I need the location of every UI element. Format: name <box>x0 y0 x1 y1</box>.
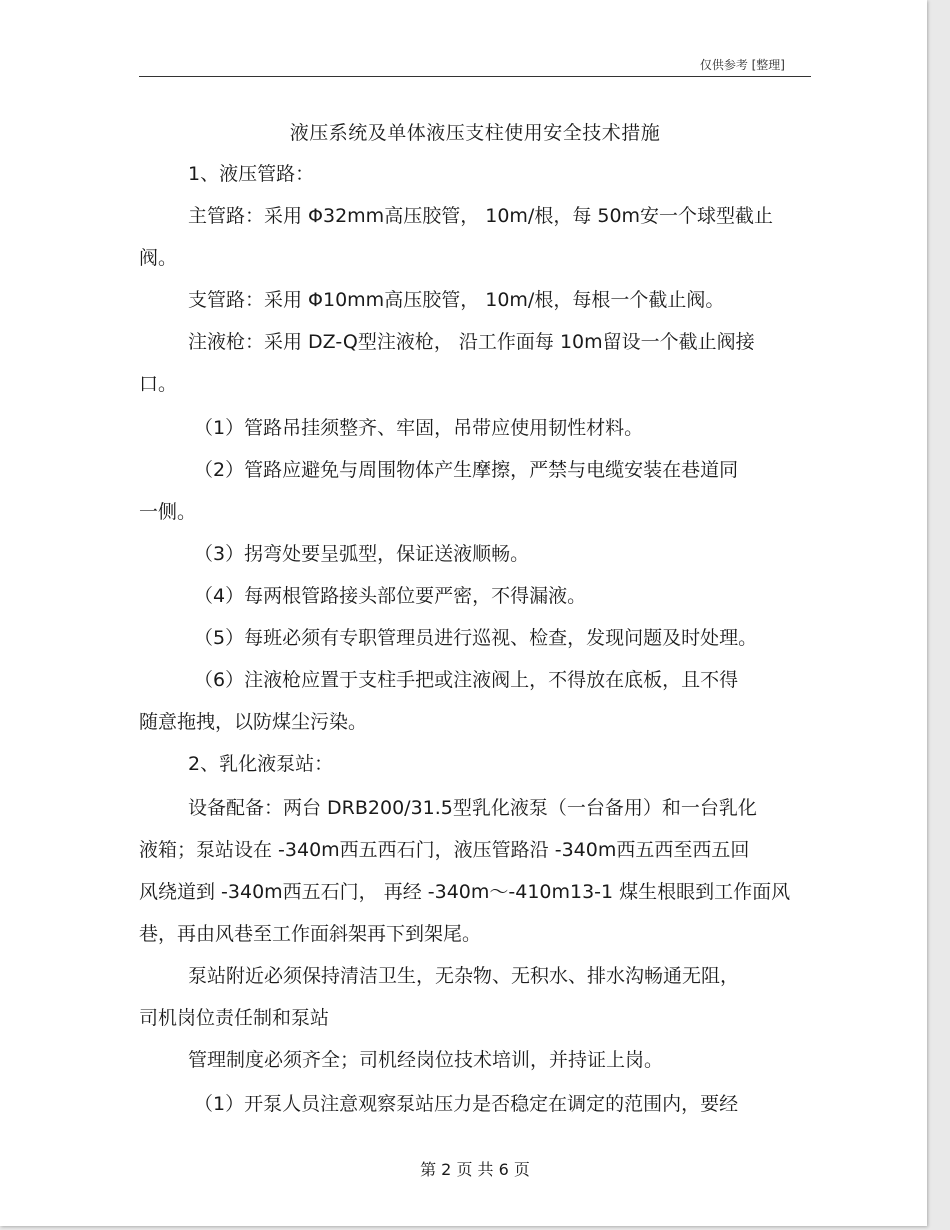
section-heading: 2、乳化液泵站： <box>188 753 334 775</box>
list-item: （2）管路应避免与周围物体产生摩擦，严禁与电缆安装在巷道同 <box>194 459 739 481</box>
list-item: （5）每班必须有专职管理员进行巡视、检查，发现问题及时处理。 <box>194 627 758 649</box>
paragraph-line: 随意拖拽，以防煤尘污染。 <box>139 711 368 733</box>
paragraph-line: 泵站附近必须保持清洁卫生，无杂物、无积水、排水沟畅通无阻， <box>188 965 740 987</box>
paragraph-line: 风绕道到 -340m西五石门， 再经 -340m～-410m13-1 煤生根眼到工作面风 <box>139 881 791 903</box>
list-item: （3）拐弯处要呈弧型，保证送液顺畅。 <box>194 543 530 565</box>
paragraph-line: 注液枪：采用 DZ-Q型注液枪， 沿工作面每 10m留设一个截止阀接 <box>188 331 755 353</box>
list-item: （1）管路吊挂须整齐、牢固，吊带应使用韧性材料。 <box>194 417 644 439</box>
section-heading: 1、液压管路： <box>188 163 315 185</box>
list-item: （4）每两根管路接头部位要严密，不得漏液。 <box>194 585 587 607</box>
header-rule <box>139 76 811 77</box>
paragraph-line: 管理制度必须齐全；司机经岗位技术培训，并持证上岗。 <box>188 1049 664 1071</box>
page-number: 第 2 页 共 6 页 <box>420 1160 530 1179</box>
paragraph-line: 一侧。 <box>139 501 197 523</box>
paragraph-line: 液箱；泵站设在 -340m西五西石门，液压管路沿 -340m西五西至西五回 <box>139 839 750 861</box>
header-note: 仅供参考 [整理] <box>699 58 785 72</box>
paragraph-line: 主管路：采用 Φ32mm高压胶管， 10m/根，每 50m安一个球型截止 <box>188 205 774 227</box>
paragraph-line: 支管路：采用 Φ10mm高压胶管， 10m/根，每根一个截止阀。 <box>188 289 725 311</box>
document-title: 液压系统及单体液压支柱使用安全技术措施 <box>289 122 661 144</box>
paragraph-line: 阀。 <box>139 247 178 269</box>
paragraph-line: 巷，再由风巷至工作面斜架再下到架尾。 <box>139 923 482 945</box>
paragraph-line: 设备配备：两台 DRB200/31.5型乳化液泵（一台备用）和一台乳化 <box>188 797 757 819</box>
list-item: （1）开泵人员注意观察泵站压力是否稳定在调定的范围内，要经 <box>194 1093 739 1115</box>
list-item: （6）注液枪应置于支柱手把或注液阀上，不得放在底板，且不得 <box>194 669 739 691</box>
paragraph-line: 司机岗位责任制和泵站 <box>139 1007 330 1029</box>
paragraph-line: 口。 <box>139 373 178 395</box>
